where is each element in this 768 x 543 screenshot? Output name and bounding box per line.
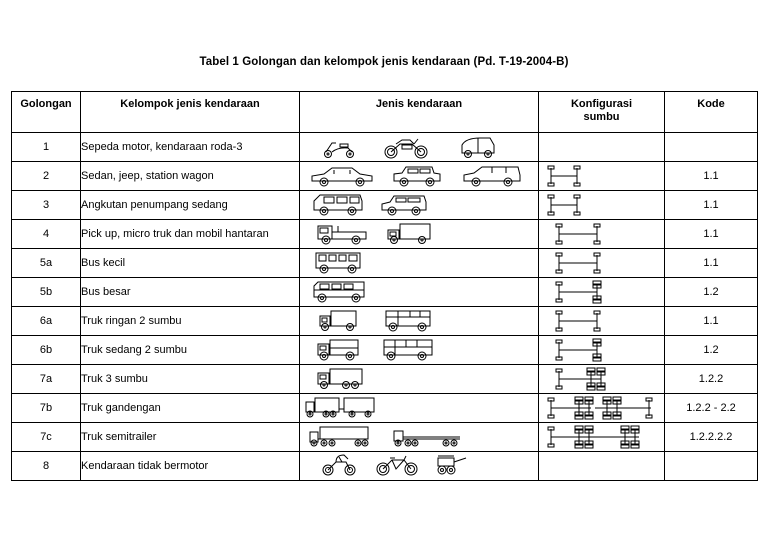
becak-icon xyxy=(322,454,358,478)
table-row xyxy=(12,423,758,452)
table-row xyxy=(12,133,758,162)
axle-configuration-diagram xyxy=(545,396,657,420)
cell-jenis-kendaraan xyxy=(300,133,539,162)
cell-jenis-kendaraan xyxy=(300,452,539,481)
cell-konfigurasi-sumbu xyxy=(539,162,665,191)
medium-cargo-truck-icon xyxy=(382,338,434,362)
table-row xyxy=(12,452,758,481)
cart-icon xyxy=(434,454,468,478)
axle-configuration-diagram xyxy=(553,367,609,391)
cell-kelompok: Sedan, jeep, station wagon xyxy=(81,162,300,191)
pickup-icon xyxy=(316,222,368,246)
header-row xyxy=(12,92,758,133)
table-row xyxy=(12,336,758,365)
table-row xyxy=(12,220,758,249)
small-bus-icon xyxy=(314,251,362,275)
cell-kelompok: Truk ringan 2 sumbu xyxy=(81,307,300,336)
table-row xyxy=(12,249,758,278)
cell-kode xyxy=(665,133,758,162)
truck-trailer-icon xyxy=(304,396,376,420)
cell-konfigurasi-sumbu xyxy=(539,423,665,452)
sedan-icon xyxy=(310,164,374,188)
cell-golongan: 7b xyxy=(12,394,81,423)
cell-kelompok: Truk semitrailer xyxy=(81,423,300,452)
header-konfigurasi: Konfigurasi sumbu xyxy=(539,92,665,133)
header-kelompok: Kelompok jenis kendaraan xyxy=(81,92,300,133)
cell-kode: 1.2.2 - 2.2 xyxy=(665,394,758,423)
axle-configuration-diagram xyxy=(545,425,645,449)
table-row xyxy=(12,394,758,423)
cell-golongan: 5b xyxy=(12,278,81,307)
axle-configuration-diagram xyxy=(553,338,603,362)
table-caption: Tabel 1 Golongan dan kelompok jenis kendaraan (Pd. T-19-2004-B) xyxy=(199,56,569,68)
axle-configuration-diagram xyxy=(553,222,603,246)
three-axle-truck-icon xyxy=(316,367,364,391)
cell-konfigurasi-sumbu xyxy=(539,307,665,336)
cell-konfigurasi-sumbu xyxy=(539,365,665,394)
cell-kelompok: Truk sedang 2 sumbu xyxy=(81,336,300,365)
cell-konfigurasi-sumbu xyxy=(539,394,665,423)
three-wheeler-icon xyxy=(458,135,498,159)
axle-configuration-diagram xyxy=(545,164,585,188)
jeep-icon xyxy=(392,164,442,188)
van-icon xyxy=(380,193,428,217)
large-bus-icon xyxy=(312,280,366,304)
cell-jenis-kendaraan xyxy=(300,336,539,365)
cell-kelompok: Truk gandengan xyxy=(81,394,300,423)
cell-kode: 1.1 xyxy=(665,249,758,278)
table-row xyxy=(12,278,758,307)
light-box-truck-icon xyxy=(384,309,432,333)
station-wagon-icon xyxy=(462,164,522,188)
medium-truck-icon xyxy=(316,338,360,362)
cell-kode: 1.1 xyxy=(665,162,758,191)
flatbed-semitrailer-icon xyxy=(392,425,462,449)
minibus-icon xyxy=(312,193,364,217)
cell-kelompok: Kendaraan tidak bermotor xyxy=(81,452,300,481)
semitrailer-icon xyxy=(308,425,370,449)
table-row xyxy=(12,307,758,336)
cell-jenis-kendaraan xyxy=(300,249,539,278)
cell-jenis-kendaraan xyxy=(300,423,539,452)
cell-jenis-kendaraan xyxy=(300,394,539,423)
cell-kode: 1.1 xyxy=(665,307,758,336)
table-row xyxy=(12,191,758,220)
header-jenis: Jenis kendaraan xyxy=(300,92,539,133)
cell-golongan: 3 xyxy=(12,191,81,220)
cell-kode: 1.2.2.2.2 xyxy=(665,423,758,452)
cell-jenis-kendaraan xyxy=(300,162,539,191)
cell-golongan: 6b xyxy=(12,336,81,365)
scooter-icon xyxy=(322,135,358,159)
cell-kelompok: Bus besar xyxy=(81,278,300,307)
cell-golongan: 6a xyxy=(12,307,81,336)
cell-golongan: 2 xyxy=(12,162,81,191)
axle-configuration-diagram xyxy=(553,309,603,333)
cell-golongan: 5a xyxy=(12,249,81,278)
header-kode: Kode xyxy=(665,92,758,133)
cell-konfigurasi-sumbu xyxy=(539,336,665,365)
cell-kode: 1.2.2 xyxy=(665,365,758,394)
axle-configuration-diagram xyxy=(545,193,585,217)
cell-golongan: 7c xyxy=(12,423,81,452)
cell-konfigurasi-sumbu xyxy=(539,191,665,220)
vehicle-classification-table xyxy=(11,91,758,481)
cell-kode: 1.1 xyxy=(665,220,758,249)
cell-kelompok: Truk 3 sumbu xyxy=(81,365,300,394)
cell-jenis-kendaraan xyxy=(300,307,539,336)
cell-konfigurasi-sumbu xyxy=(539,133,665,162)
cell-konfigurasi-sumbu xyxy=(539,452,665,481)
cell-konfigurasi-sumbu xyxy=(539,249,665,278)
delivery-truck-icon xyxy=(386,222,432,246)
axle-configuration-diagram xyxy=(553,280,603,304)
motorcycle-icon xyxy=(382,135,430,159)
cell-kelompok: Angkutan penumpang sedang xyxy=(81,191,300,220)
cell-kode: 1.1 xyxy=(665,191,758,220)
light-truck-icon xyxy=(318,309,358,333)
cell-konfigurasi-sumbu xyxy=(539,278,665,307)
cell-jenis-kendaraan xyxy=(300,365,539,394)
cell-kode: 1.2 xyxy=(665,278,758,307)
table-row xyxy=(12,365,758,394)
cell-kelompok: Pick up, micro truk dan mobil hantaran xyxy=(81,220,300,249)
bicycle-icon xyxy=(374,454,420,478)
cell-golongan: 7a xyxy=(12,365,81,394)
cell-jenis-kendaraan xyxy=(300,220,539,249)
cell-jenis-kendaraan xyxy=(300,191,539,220)
cell-kelompok: Bus kecil xyxy=(81,249,300,278)
cell-jenis-kendaraan xyxy=(300,278,539,307)
cell-golongan: 1 xyxy=(12,133,81,162)
cell-kode xyxy=(665,452,758,481)
cell-kode: 1.2 xyxy=(665,336,758,365)
axle-configuration-diagram xyxy=(553,251,603,275)
cell-golongan: 8 xyxy=(12,452,81,481)
cell-golongan: 4 xyxy=(12,220,81,249)
table-row xyxy=(12,162,758,191)
cell-kelompok: Sepeda motor, kendaraan roda-3 xyxy=(81,133,300,162)
header-golongan: Golongan xyxy=(12,92,81,133)
cell-konfigurasi-sumbu xyxy=(539,220,665,249)
